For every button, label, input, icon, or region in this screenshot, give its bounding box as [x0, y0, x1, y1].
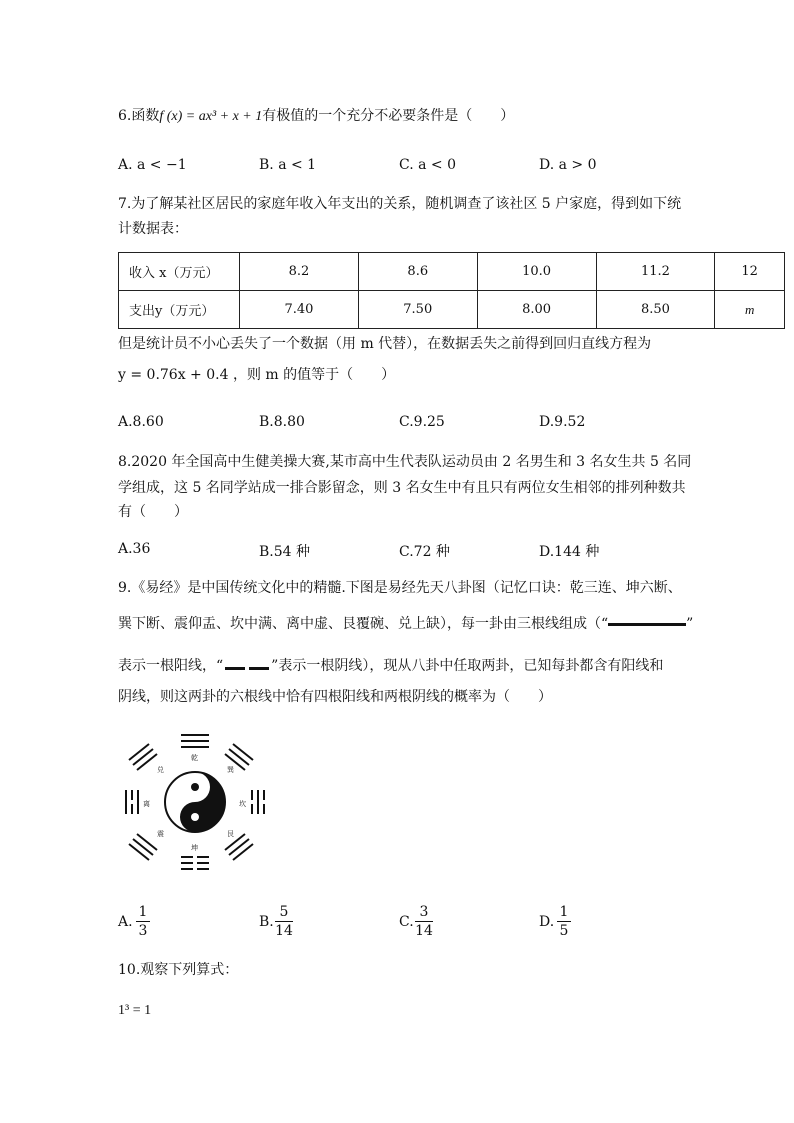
table-row	[119, 253, 785, 291]
q10-stem-line1: 10.观察下列算式：	[118, 962, 239, 978]
q8-option-d[interactable]: D.144 种	[539, 544, 600, 560]
table-cell: 8.6	[358, 253, 477, 291]
trigram-kan-icon	[251, 790, 265, 814]
table-row	[119, 291, 785, 329]
q6-option-d[interactable]: D. a > 0	[539, 157, 597, 173]
q6-suffix: 有极值的一个充分不必要条件是（ ）	[262, 108, 515, 124]
q8-stem-line3: 有（ ）	[118, 504, 188, 520]
q9-option-d-label: D.	[539, 914, 555, 930]
q8-stem-line1: 8.2020 年全国高中生健美操大赛,某市高中生代表队运动员由 2 名男生和 3 名女生共 5 名同	[118, 454, 692, 470]
q7-stem-line2: 计数据表：	[118, 221, 188, 237]
q7-option-c[interactable]: C.9.25	[399, 414, 445, 430]
q9-stem-line2	[118, 614, 693, 634]
trigram-kun-icon	[181, 856, 209, 870]
trigram-li-icon	[125, 790, 139, 814]
fraction-numerator: 1	[138, 904, 148, 920]
bagua-diagram	[115, 728, 275, 878]
q9-stem-line1: 9.《易经》是中国传统文化中的精髓.下图是易经先天八卦图（记忆口诀：乾三连、坤六断、	[118, 580, 682, 596]
table-cell: 8.50	[596, 291, 715, 329]
fraction-denominator: 14	[415, 923, 433, 939]
q7-stem-line4: y = 0.76x + 0.4 ，则 m 的值等于（ ）	[118, 367, 396, 383]
table-cell: m	[715, 291, 785, 329]
q9-stem-line2-close: ”	[686, 616, 694, 632]
label-qian: 乾	[191, 754, 198, 762]
q8-option-b[interactable]: B.54 种	[259, 544, 311, 560]
q9-stem-line3	[118, 656, 663, 676]
q7-option-d[interactable]: D.9.52	[539, 414, 586, 430]
trigram-qian-icon	[181, 734, 209, 748]
table-row-head-income: 收入 x（万元）	[119, 253, 240, 291]
q9-stem-line3-rest: ”表示一根阴线），现从八卦中任取两卦，已知每卦都含有阳线和	[271, 658, 664, 674]
label-gen: 艮	[227, 830, 234, 838]
q8-option-c[interactable]: C.72 种	[399, 544, 450, 560]
label-xun: 巽	[227, 766, 234, 774]
q9-stem-line4: 阴线，则这两卦的六根线中恰有四根阳线和两根阴线的概率为（ ）	[118, 689, 552, 705]
fraction-numerator: 1	[559, 904, 569, 920]
q8-option-a[interactable]: A.36	[118, 541, 151, 557]
q9-option-c-label: C.	[399, 914, 414, 930]
yang-line-icon	[608, 623, 686, 626]
label-li: 离	[143, 800, 150, 808]
label-kun: 坤	[191, 844, 198, 852]
yin-line-icon	[223, 656, 271, 676]
q8-stem-line2: 学组成，这 5 名同学站成一排合影留念，则 3 名女生中有且只有两位女生相邻的排列种数共	[118, 480, 686, 496]
q9-option-a-label: A.	[118, 914, 133, 930]
q9-option-c-fraction	[415, 904, 433, 939]
q7-option-b[interactable]: B.8.80	[259, 414, 305, 430]
taiji-icon	[165, 772, 225, 832]
table-cell: 10.0	[477, 253, 596, 291]
label-zhen: 震	[157, 830, 164, 838]
q6-option-a[interactable]: A. a < −1	[118, 157, 187, 173]
fraction-denominator: 5	[559, 923, 569, 939]
q6-expression: f (x) = ax³ + x + 1	[159, 109, 263, 124]
q9-option-b-fraction	[275, 904, 293, 939]
q9-stem-line3-text: 表示一根阳线，“	[118, 658, 224, 674]
label-dui: 兑	[157, 766, 164, 774]
q9-option-d-fraction	[557, 904, 571, 939]
q6-option-b[interactable]: B. a < 1	[259, 157, 317, 173]
fraction-numerator: 3	[419, 904, 429, 920]
q7-stem-line3: 但是统计员不小心丢失了一个数据（用 m 代替），在数据丢失之前得到回归直线方程为	[118, 336, 652, 352]
q9-option-a-fraction	[136, 904, 150, 939]
q7-stem-line1: 7.为了解某社区居民的家庭年收入年支出的关系，随机调查了该社区 5 户家庭，得到如下统	[118, 196, 682, 212]
q6-prefix: 6.函数	[118, 108, 160, 124]
q6-stem	[118, 106, 514, 127]
fraction-numerator: 5	[279, 904, 289, 920]
table-cell: 12	[715, 253, 785, 291]
q6-option-c[interactable]: C. a < 0	[399, 157, 456, 173]
table-cell: 7.40	[240, 291, 359, 329]
fraction-denominator: 14	[275, 923, 293, 939]
trigram-dui-icon	[129, 744, 157, 770]
q7-data-table	[118, 252, 785, 329]
table-row-head-expense: 支出y（万元）	[119, 291, 240, 329]
table-cell: 7.50	[358, 291, 477, 329]
q9-option-b-label: B.	[259, 914, 274, 930]
q7-option-a[interactable]: A.8.60	[118, 414, 164, 430]
trigram-zhen-icon	[129, 834, 157, 860]
table-cell: 8.00	[477, 291, 596, 329]
label-kan: 坎	[239, 800, 246, 808]
table-cell: 11.2	[596, 253, 715, 291]
fraction-denominator: 3	[138, 923, 148, 939]
q10-formula: 1³ = 1	[118, 1003, 152, 1018]
table-cell: 8.2	[240, 253, 359, 291]
q9-stem-line2-text: 巽下断、震仰盂、坎中满、离中虚、艮覆碗、兑上缺），每一卦由三根线组成（“	[118, 616, 609, 632]
